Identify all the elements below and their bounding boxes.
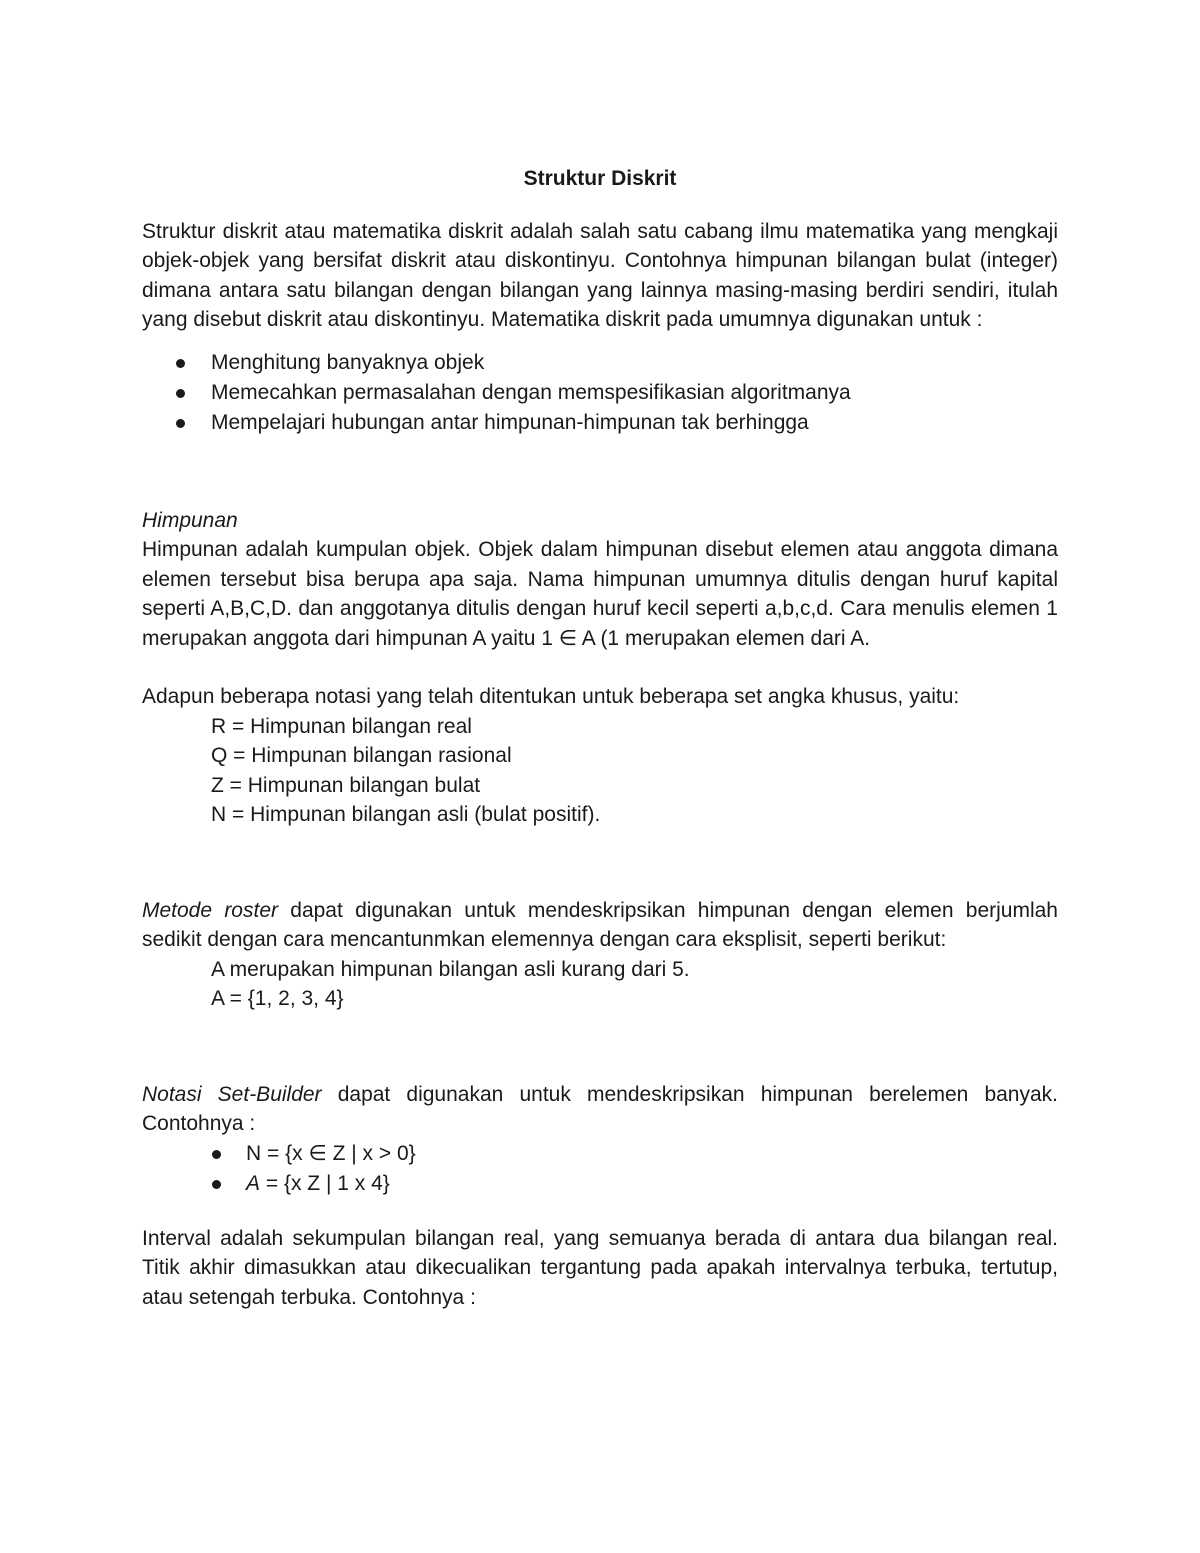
intro-bullet-list: [142, 348, 1058, 438]
roster-paragraph: [142, 896, 1058, 955]
notasi-item: N = Himpunan bilangan asli (bulat positif).: [211, 803, 601, 826]
notasi-intro: Adapun beberapa notasi yang telah ditentukan untuk beberapa set angka khusus, yaitu:: [142, 685, 960, 708]
spacer: [142, 830, 1058, 896]
setbuilder-text: dapat digunakan untuk mendeskripsikan himpunan berelemen banyak. Contohnya :: [142, 1082, 1058, 1135]
setbuilder-term: Notasi Set-Builder: [142, 1082, 322, 1106]
bullet-icon: [176, 359, 185, 368]
roster-term: Metode roster: [142, 898, 278, 922]
list-item: [142, 1139, 1058, 1169]
spacer: [142, 653, 1058, 682]
notasi-item: R = Himpunan bilangan real: [211, 714, 472, 738]
roster-example-line: A = {1, 2, 3, 4}: [211, 987, 344, 1010]
bullet-icon: [176, 419, 185, 428]
spacer: [142, 438, 1058, 506]
bullet-icon: [176, 389, 185, 398]
spacer: [142, 1014, 1058, 1080]
notasi-item: Z = Himpunan bilangan bulat: [211, 773, 481, 797]
document-body: [142, 164, 1058, 1312]
set-variable: A: [246, 1171, 261, 1195]
list-item: [142, 378, 1058, 408]
intro-paragraph: Struktur diskrit atau matematika diskrit adalah salah satu cabang ilmu matematika yang mengkaji objek-objek yang bersifat diskrit atau diskontinyu. Contohnya himpunan bilangan bulat (integer) dimana antara satu bilangan dengan bilangan yang lainnya masing-masing berdiri sendiri, itulah yang disebut diskrit atau diskontinyu. Matematika diskrit pada umumnya digunakan untuk :: [142, 219, 1058, 331]
interval-paragraph: Interval adalah sekumpulan bilangan real, yang semuanya berada di antara dua bilangan real. Titik akhir dimasukkan atau dikecualikan tergantung pada apakah intervalnya terbuka, tertutup, atau setengah terbuka. Contohnya :: [142, 1226, 1058, 1309]
list-item: [142, 1169, 1058, 1199]
setbuilder-paragraph: [142, 1080, 1058, 1139]
himpunan-heading: Himpunan: [142, 508, 238, 532]
list-item-text: Mempelajari hubungan antar himpunan-himpunan tak berhingga: [211, 410, 809, 434]
notasi-item: Q = Himpunan bilangan rasional: [211, 744, 512, 767]
page-title: Struktur Diskrit: [523, 167, 677, 190]
list-item: [142, 348, 1058, 378]
spacer: [142, 1199, 1058, 1224]
himpunan-paragraph: Himpunan adalah kumpulan objek. Objek dalam himpunan disebut elemen atau anggota dimana elemen tersebut bisa berupa apa saja. Nama himpunan umumnya ditulis dengan huruf kapital seperti A,B,C,D. dan anggotanya ditulis dengan huruf kecil seperti a,b,c,d. Cara menulis elemen 1 merupakan anggota dari himpunan A yaitu 1 ∈ A (1 merupakan elemen dari A.: [142, 538, 1058, 650]
roster-text: dapat digunakan untuk mendeskripsikan himpunan dengan elemen berjumlah sedikit dengan cara mencantunmkan elemennya dengan cara eksplisit, seperti berikut:: [142, 898, 1058, 951]
roster-example-line: A merupakan himpunan bilangan asli kurang dari 5.: [211, 957, 690, 981]
list-item-text: N = {x ∈ Z | x > 0}: [246, 1141, 416, 1165]
setbuilder-list: [142, 1139, 1058, 1199]
list-item-text: Memecahkan permasalahan dengan memspesifikasian algoritmanya: [211, 380, 851, 404]
list-item-text: Menghitung banyaknya objek: [211, 350, 485, 374]
bullet-icon: [212, 1150, 221, 1159]
list-item: [142, 408, 1058, 438]
bullet-icon: [212, 1180, 221, 1189]
list-item-text: = {x Z | 1 x 4}: [260, 1171, 390, 1195]
